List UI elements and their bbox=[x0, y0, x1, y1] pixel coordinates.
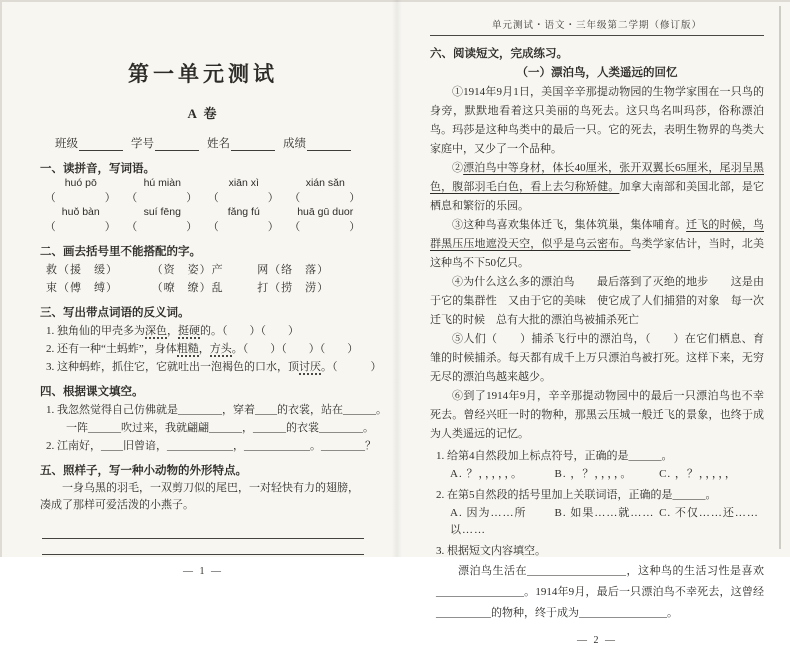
option-a: A. ？，，，，，。 bbox=[450, 468, 523, 480]
fill-blank-line-2: 一阵______吹过来，我就翩翩______，______的衣裳________。 bbox=[66, 422, 374, 434]
question-1 bbox=[436, 447, 764, 483]
pinyin-word: huā gū duor bbox=[297, 206, 354, 218]
student-info-line bbox=[40, 135, 366, 151]
match-item: （资 姿）产 bbox=[151, 264, 224, 276]
info-label-score: 成绩 bbox=[283, 138, 306, 150]
info-blank-name bbox=[231, 137, 275, 151]
pinyin-word: xiān xì bbox=[228, 177, 259, 189]
section-6-heading: 六、阅读短文，完成练习。 bbox=[430, 48, 568, 60]
info-blank-number bbox=[155, 137, 199, 151]
page-title: 第一单元测试 bbox=[128, 62, 278, 86]
match-row-1 bbox=[46, 261, 366, 277]
match-row-2 bbox=[46, 279, 366, 295]
answer-bracket: （ ） bbox=[126, 192, 199, 204]
option-b: B. 如果……就…… bbox=[554, 507, 655, 519]
option-c: C. ，？，，，，， bbox=[659, 468, 737, 480]
page-1 bbox=[0, 0, 396, 578]
info-field-number bbox=[131, 135, 199, 151]
section-2-heading: 二、画去括号里不能搭配的字。 bbox=[40, 246, 201, 258]
option-b: B. ，？，，，，。 bbox=[554, 468, 633, 480]
passage-title: （一）漂泊鸟，人类遥远的回忆 bbox=[516, 67, 678, 79]
passage-paragraph-5: ⑤人们（ ）捕杀飞行中的漂泊鸟，（ ）在它们栖息、育雏的时候捕杀。每天都有成千上万只漂泊鸟被打死。这样下来，无穷无尽的漂泊鸟越来越少。 bbox=[430, 333, 764, 383]
passage-paragraph-4: ④为什么这么多的漂泊鸟 最后落到了灭绝的地步 这是由于它的集群性 又由于它的美味 使它成了人们捕猎的对象 每一次迁飞的时候 总有大批的漂泊鸟被捕杀死亡 bbox=[430, 276, 764, 326]
match-item: （嘹 缭）乱 bbox=[151, 282, 224, 294]
pinyin-word: xián sǎn bbox=[305, 177, 345, 189]
match-item: 打（捞 涝） bbox=[257, 282, 330, 294]
pinyin-word: huó pō bbox=[64, 177, 97, 189]
question-3-fill-text: 漂泊鸟生活在__________________，这种鸟的生活习性是喜欢________________。1914年9月，最后一只漂泊鸟不幸死去，这曾经__________的物种，终于成为________________。 bbox=[436, 565, 764, 619]
question-3-stem: 3. 根据短文内容填空。 bbox=[436, 545, 546, 557]
pinyin-row-1 bbox=[40, 177, 366, 189]
answer-bracket: （ ） bbox=[44, 221, 117, 233]
antonym-item-3: 3. 这种蚂蚱，抓住它，它就吐出一泡褐色的口水，顶讨厌。（ ） bbox=[46, 361, 382, 373]
option-a: A. 因为……所以…… bbox=[450, 507, 527, 536]
answer-line bbox=[42, 523, 364, 539]
answer-bracket: （ ） bbox=[289, 192, 362, 204]
pinyin-word: huǒ bàn bbox=[61, 206, 100, 218]
antonym-item-1: 1. 独角仙的甲壳多为深色，挺硬的。（ ）（ ） bbox=[46, 325, 299, 337]
antonym-item-2: 2. 还有一种“土蚂蚱”，身体粗糙，方头。（ ）（ ）（ ） bbox=[46, 343, 359, 355]
info-blank-score bbox=[307, 137, 351, 151]
bracket-row-1 bbox=[40, 189, 366, 205]
page-2 bbox=[398, 0, 778, 646]
bracket-row-2 bbox=[40, 218, 366, 234]
section-1-heading: 一、读拼音，写词语。 bbox=[40, 163, 155, 175]
passage-paragraph-6: ⑥到了1914年9月，辛辛那提动物园中的最后一只漂泊鸟也不幸死去。曾经兴旺一时的物种，那黑云压城一般迁飞的景象，也终于成为人类遥远的记忆。 bbox=[430, 390, 764, 440]
page-number-right: — 2 — bbox=[577, 635, 617, 646]
section-3-heading: 三、写出带点词语的反义词。 bbox=[40, 307, 190, 319]
section-4-heading: 四、根据课文填空。 bbox=[40, 386, 144, 398]
example-sentence: 一身乌黑的羽毛，一双剪刀似的尾巴，一对轻快有力的翅膀，凑成了那样可爱活泼的小燕子。 bbox=[40, 482, 359, 512]
match-item: 束（傅 缚） bbox=[46, 282, 118, 294]
info-field-score bbox=[283, 135, 351, 151]
info-label-class: 班级 bbox=[55, 138, 78, 150]
info-label-number: 学号 bbox=[131, 138, 154, 150]
question-2-options bbox=[450, 505, 764, 539]
info-blank-class bbox=[79, 137, 123, 151]
answer-bracket: （ ） bbox=[126, 221, 199, 233]
passage-paragraph-1: ①1914年9月1日，美国辛辛那提动物园的生物学家围在一只鸟的身旁，默默地看着这只美丽的鸟死去。这只鸟名叫玛莎，俗称漂泊鸟。玛莎是这种鸟类中的最后一只。它的死去，表明生物界的鸟类大家庭中，又少了一个品种。 bbox=[430, 86, 764, 155]
question-1-options bbox=[450, 466, 764, 483]
answer-line bbox=[42, 539, 364, 555]
question-3 bbox=[436, 542, 764, 624]
book-page-edge bbox=[779, 6, 781, 549]
running-header: 单元测试・语文・三年级第二学期（修订版） bbox=[430, 13, 764, 36]
pinyin-word: fǎng fú bbox=[227, 206, 260, 218]
paper-a-label: A 卷 bbox=[187, 106, 219, 121]
pinyin-row-2 bbox=[40, 206, 366, 218]
answer-bracket: （ ） bbox=[44, 192, 117, 204]
answer-bracket: （ ） bbox=[207, 192, 280, 204]
info-field-class bbox=[55, 135, 123, 151]
question-2 bbox=[436, 486, 764, 539]
info-field-name bbox=[207, 135, 275, 151]
answer-bracket: （ ） bbox=[207, 221, 280, 233]
fill-blank-line-3: 2. 江南好，____旧曾谙，____________，____________。________？ bbox=[46, 440, 376, 452]
passage-paragraph-2: ②漂泊鸟中等身材，体长40厘米，张开双翼长65厘米，尾羽呈黑色，腹部羽毛白色，看上去匀称矫健。加拿大南部和美国北部，是它栖息和繁衍的乐园。 bbox=[430, 162, 765, 212]
page-number-left: — 1 — bbox=[183, 566, 223, 578]
match-item: 网（络 落） bbox=[257, 264, 330, 276]
pinyin-word: hú miàn bbox=[143, 177, 181, 189]
option-c: C. 不仅……还…… bbox=[659, 507, 759, 519]
answer-bracket: （ ） bbox=[289, 221, 362, 233]
fill-blank-line-1: 1. 我忽然觉得自己仿佛就是________，穿着____的衣裳，站在______。 bbox=[46, 404, 387, 416]
info-label-name: 姓名 bbox=[207, 138, 230, 150]
pinyin-word: suí fēng bbox=[143, 206, 181, 218]
question-2-stem: 2. 在第5自然段的括号里加上关联词语，正确的是______。 bbox=[436, 489, 717, 501]
section-5-heading: 五、照样子，写一种小动物的外形特点。 bbox=[40, 465, 247, 477]
match-item: 救（援 缓） bbox=[46, 264, 118, 276]
passage-paragraph-3: ③这种鸟喜欢集体迁飞，集体筑巢，集体哺育。迁飞的时候，鸟群黑压压地遮没天空，似乎是乌云密布。鸟类学家估计，当时，北美这种鸟不下50亿只。 bbox=[430, 219, 765, 269]
question-1-stem: 1. 给第4自然段加上标点符号，正确的是______。 bbox=[436, 450, 673, 462]
